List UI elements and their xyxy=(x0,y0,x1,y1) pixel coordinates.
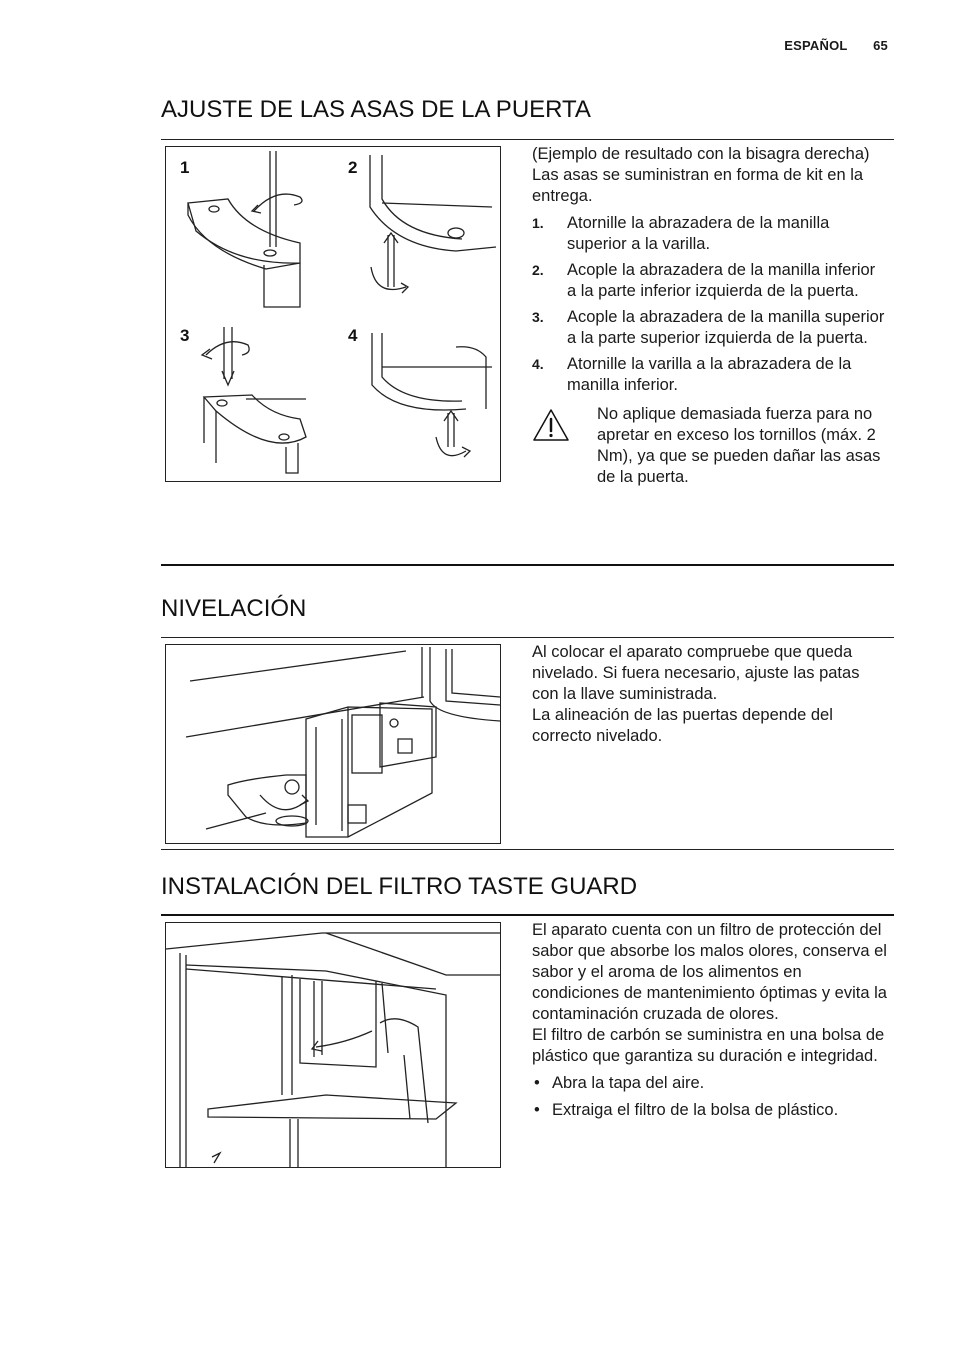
figure-label-3: 3 xyxy=(180,326,190,345)
language-label: ESPAÑOL xyxy=(784,38,848,53)
step2-illustration xyxy=(370,155,496,293)
step-number: 4. xyxy=(532,356,544,372)
steps-list xyxy=(532,213,887,396)
section-title-handles: AJUSTE DE LAS ASAS DE LA PUERTA xyxy=(161,96,591,123)
intro-kit: Las asas se suministran en forma de kit en la entrega. xyxy=(532,166,864,205)
figure-label-1: 1 xyxy=(180,158,190,177)
filter-para-1: El aparato cuenta con un filtro de protección del sabor que absorbe los malos olores, conserva el sabor y el aroma de los alimentos en condiciones de mantenimiento óptimas y evita la contaminación cruzada de olores. xyxy=(532,921,887,1023)
step-number: 3. xyxy=(532,309,544,325)
leveling-text xyxy=(532,642,887,747)
leveling-figure xyxy=(165,644,501,844)
section-title-leveling: NIVELACIÓN xyxy=(161,595,307,622)
list-item xyxy=(532,307,887,349)
step3-illustration xyxy=(202,327,306,473)
step-text: Acople la abrazadera de la manilla superior a la parte superior izquierda de la puerta. xyxy=(567,308,885,347)
section-rule xyxy=(161,849,894,850)
step-text: Atornille la abrazadera de la manilla superior a la varilla. xyxy=(567,214,830,253)
list-item xyxy=(532,354,887,396)
filter-bullets xyxy=(532,1073,887,1121)
figure-label-2: 2 xyxy=(348,158,358,177)
section-rule xyxy=(161,914,894,916)
section-rule xyxy=(161,139,894,140)
list-item: • Abra la tapa del aire. xyxy=(532,1073,887,1094)
leveling-para-2: La alineación de las puertas depende del correcto nivelado. xyxy=(532,706,833,745)
list-item xyxy=(532,213,887,255)
page-header xyxy=(762,38,888,53)
warning-text: No aplique demasiada fuerza para no apretar en exceso los tornillos (máx. 2 Nm), ya que se pueden dañar las asas de la puerta. xyxy=(597,405,881,486)
step-text: Atornille la varilla a la abrazadera de la manilla inferior. xyxy=(567,355,852,394)
list-item xyxy=(532,260,887,302)
leveling-para-1: Al colocar el aparato compruebe que queda nivelado. Si fuera necesario, ajuste las patas con la llave suministrada. xyxy=(532,643,860,703)
step-text: Acople la abrazadera de la manilla inferior a la parte inferior izquierda de la puerta. xyxy=(567,261,876,300)
warning-note xyxy=(532,404,887,488)
intro-example: (Ejemplo de resultado con la bisagra derecha) xyxy=(532,145,870,163)
figure-label-4: 4 xyxy=(348,326,358,345)
section-title-filter: INSTALACIÓN DEL FILTRO TASTE GUARD xyxy=(161,873,638,900)
handles-figure xyxy=(165,146,501,482)
step1-illustration xyxy=(188,151,302,307)
list-item: • Extraiga el filtro de la bolsa de plástico. xyxy=(532,1100,887,1121)
filter-figure xyxy=(165,922,501,1168)
section-rule xyxy=(161,564,894,566)
warning-triangle-icon xyxy=(532,408,570,442)
filter-text xyxy=(532,920,887,1127)
handles-text xyxy=(532,144,887,488)
section-rule xyxy=(161,637,894,638)
page-number: 65 xyxy=(873,38,888,53)
step-number: 1. xyxy=(532,215,544,231)
step-number: 2. xyxy=(532,262,544,278)
step4-illustration xyxy=(372,333,492,457)
filter-para-2: El filtro de carbón se suministra en una bolsa de plástico que garantiza su duración e integridad. xyxy=(532,1026,885,1065)
